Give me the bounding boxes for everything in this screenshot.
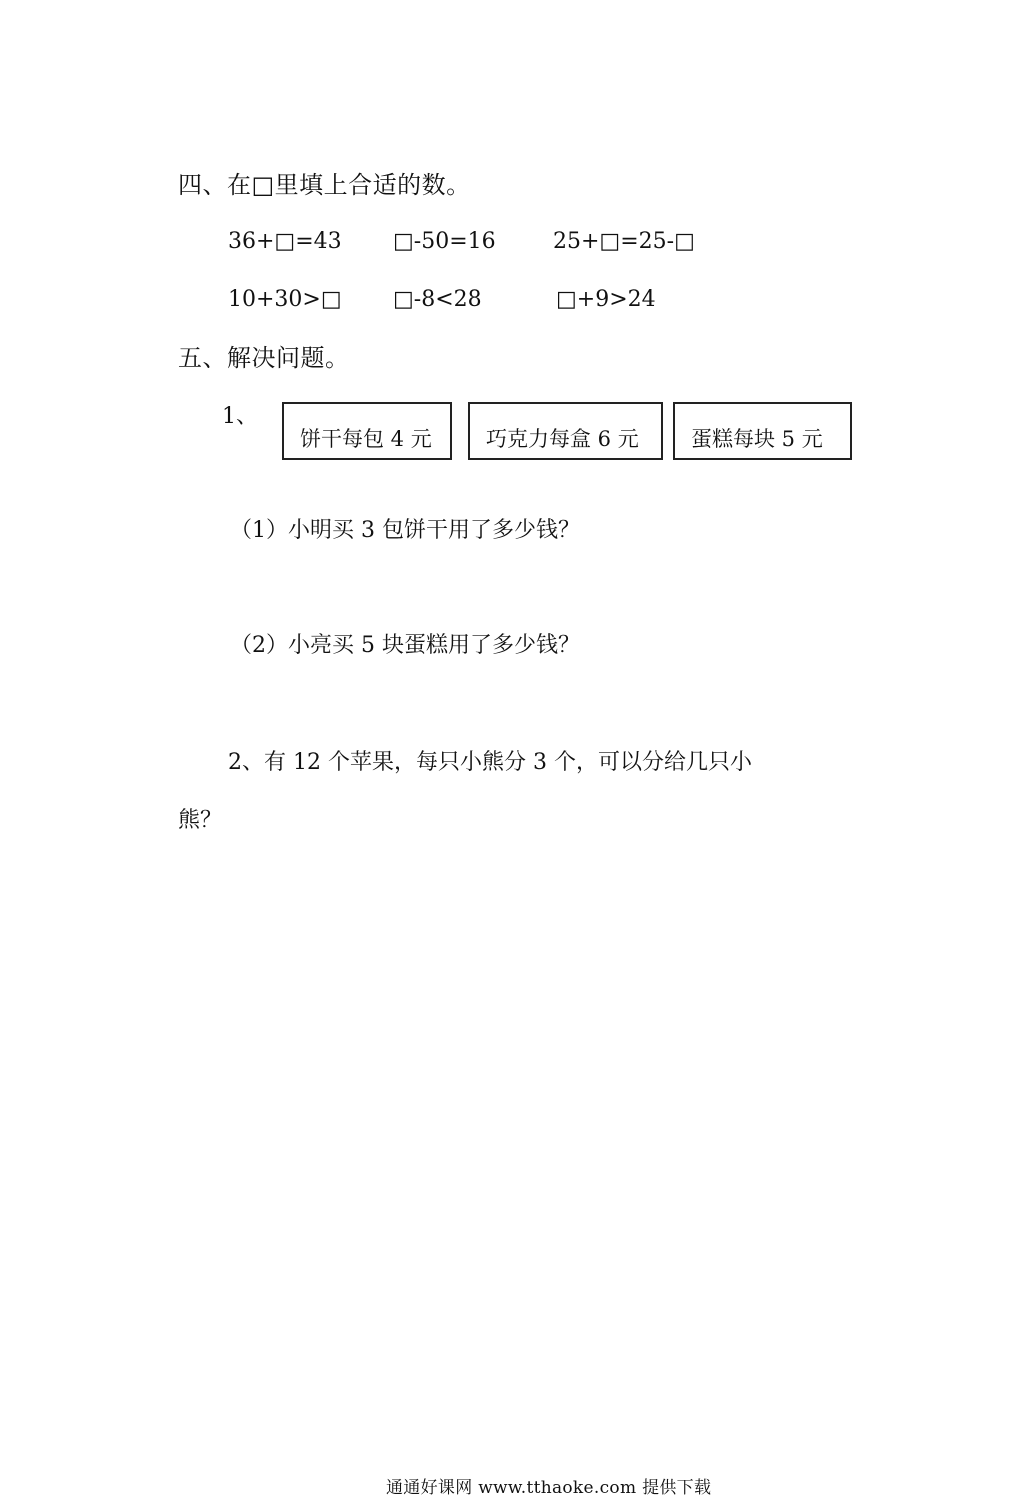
- section-4-title: 四、在□里填上合适的数。: [178, 171, 471, 199]
- equation-1-2: □-50=16: [393, 229, 496, 254]
- equation-2-1: 10+30>□: [228, 287, 342, 312]
- equation-1-1: 36+□=43: [228, 229, 342, 254]
- equation-2-3: □+9>24: [556, 287, 656, 312]
- price-label: 蛋糕每块 5 元: [691, 427, 823, 451]
- problem-1-number: 1、: [222, 404, 258, 429]
- equation-2-2: □-8<28: [393, 287, 482, 312]
- price-box-biscuit: [282, 402, 452, 460]
- footer-text: 通通好课网 www.tthaoke.com 提供下载: [386, 1478, 712, 1498]
- problem-2-line-1: 2、有 12 个苹果，每只小熊分 3 个，可以分给几只小: [228, 750, 752, 775]
- question-2: （2）小亮买 5 块蛋糕用了多少钱？: [230, 633, 580, 658]
- price-box-cake: [673, 402, 852, 460]
- equation-1-3: 25+□=25-□: [553, 229, 695, 254]
- question-1: （1）小明买 3 包饼干用了多少钱？: [230, 518, 580, 543]
- price-label: 饼干每包 4 元: [300, 427, 432, 451]
- section-5-title: 五、解决问题。: [178, 344, 350, 372]
- price-label: 巧克力每盒 6 元: [486, 427, 639, 451]
- problem-2-line-2: 熊？: [178, 808, 223, 833]
- price-box-chocolate: [468, 402, 663, 460]
